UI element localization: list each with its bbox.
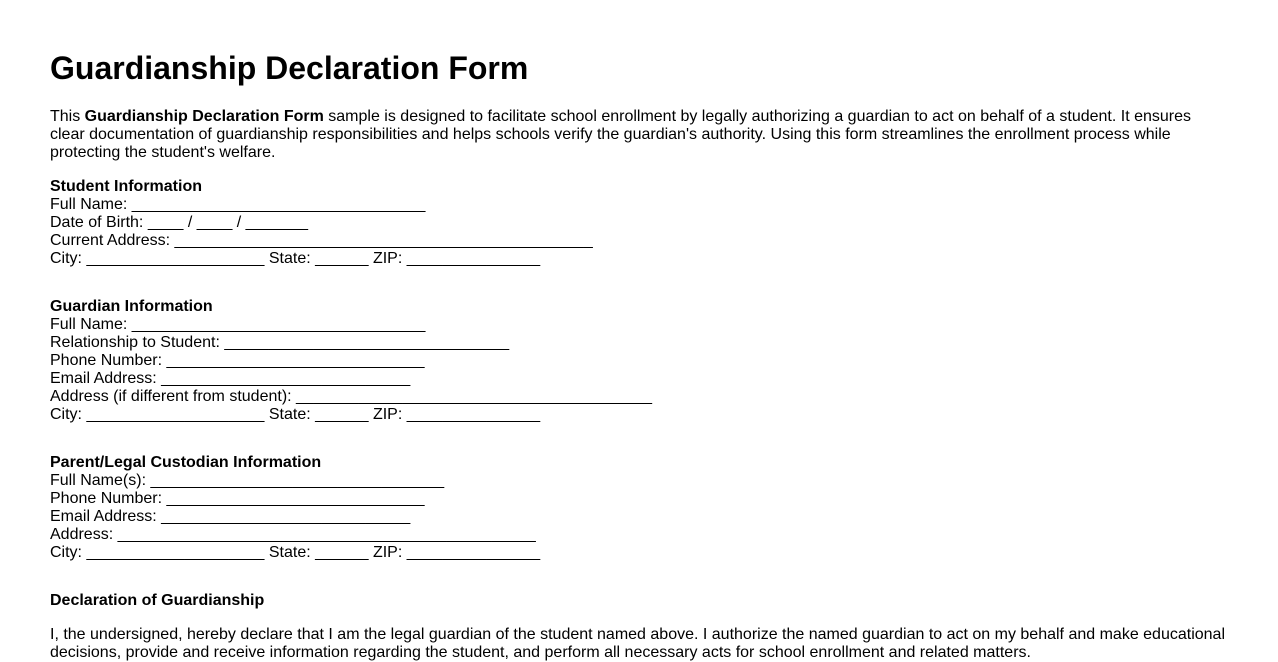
student-full-name-field: Full Name: _________________________________ bbox=[50, 196, 426, 213]
declaration-section bbox=[50, 592, 1228, 662]
parent-address-field: Address: _______________________________________________ bbox=[50, 526, 536, 543]
declaration-text: I, the undersigned, hereby declare that I am the legal guardian of the student named above. I authorize the named guardian to act on my behalf and make educational decisions, provide and receive information regarding the student, and perform all necessary acts for school enrollment and related matters. bbox=[50, 626, 1225, 661]
guardian-city-state-zip-field: City: ____________________ State: ______ ZIP: _______________ bbox=[50, 406, 541, 423]
parent-custodian-section bbox=[50, 454, 1228, 562]
student-dob-field: Date of Birth: ____ / ____ / _______ bbox=[50, 214, 308, 231]
section-heading: Guardian Information bbox=[50, 298, 213, 315]
section-heading: Declaration of Guardianship bbox=[50, 592, 265, 609]
intro-paragraph bbox=[50, 108, 1228, 162]
section-heading: Student Information bbox=[50, 178, 202, 195]
parent-full-names-field: Full Name(s): _________________________________ bbox=[50, 472, 445, 489]
guardian-full-name-field: Full Name: _________________________________ bbox=[50, 316, 426, 333]
parent-city-state-zip-field: City: ____________________ State: ______ ZIP: _______________ bbox=[50, 544, 541, 561]
page-title: Guardianship Declaration Form bbox=[50, 50, 529, 86]
student-information-section bbox=[50, 178, 1228, 268]
guardian-email-field: Email Address: ____________________________ bbox=[50, 370, 411, 387]
student-address-field: Current Address: _______________________________________________ bbox=[50, 232, 593, 249]
guardian-relationship-field: Relationship to Student: ________________________________ bbox=[50, 334, 510, 351]
section-heading: Parent/Legal Custodian Information bbox=[50, 454, 322, 471]
guardian-address-field: Address (if different from student): ________________________________________ bbox=[50, 388, 652, 405]
intro-bold: Guardianship Declaration Form bbox=[84, 108, 324, 125]
parent-email-field: Email Address: ____________________________ bbox=[50, 508, 411, 525]
guardian-information-section bbox=[50, 298, 1228, 424]
guardian-phone-field: Phone Number: _____________________________ bbox=[50, 352, 425, 369]
intro-text: This bbox=[50, 108, 85, 125]
parent-phone-field: Phone Number: _____________________________ bbox=[50, 490, 425, 507]
student-city-state-zip-field: City: ____________________ State: ______ ZIP: _______________ bbox=[50, 250, 541, 267]
intro-text-rest: sample is designed to facilitate school enrollment by legally authorizing a guardian to act on behalf of a student. It ensures clear documentation of guardianship responsibilities and helps schools verify the guardian's authority. Using this form streamlines the enrollment process while protecting the student's welfare. bbox=[50, 108, 1192, 161]
